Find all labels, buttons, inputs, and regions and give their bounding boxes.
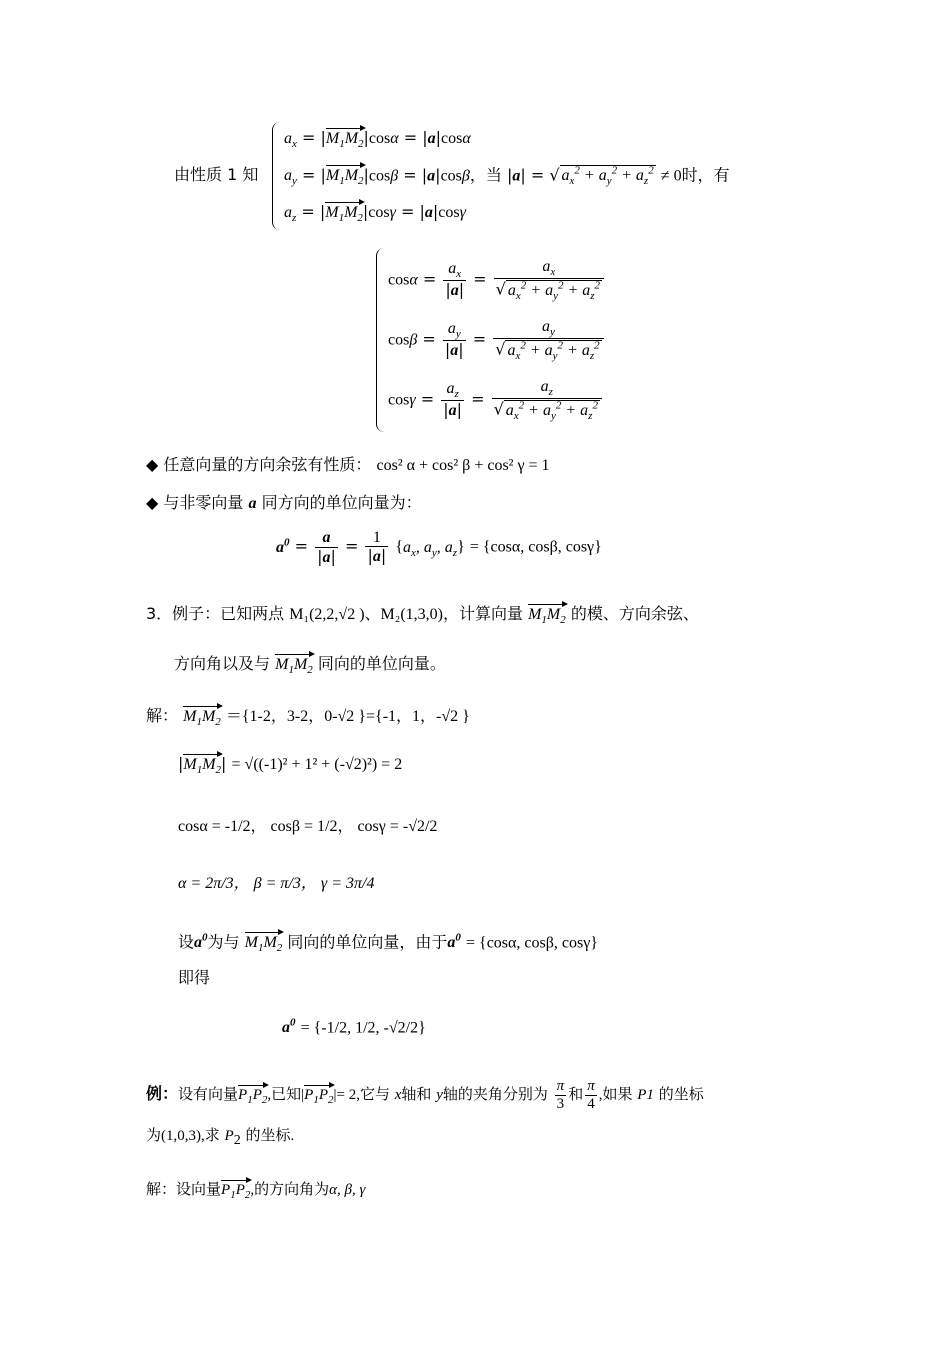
block1-row-x: $a_x = |M_1M_2|\cos\alpha = |a|\cos\alpha$ [284,128,471,151]
block2-row-gamma: cosγ = $\frac{a_z}{|a|}$ = $\frac{a_z}{√ a_x^2 + a_y^2 + a_z^2}$ [388,378,604,422]
solution2-angles: α, β, γ [329,1182,366,1198]
example-x: x [394,1087,402,1103]
example-text6: ,如果 [598,1087,633,1103]
example-text4: 轴和 [401,1087,432,1103]
example-3-rest: 的模、方向余弦、 [570,604,699,623]
bullet-2-text-b: 同方向的单位向量为： [261,493,422,512]
block1-mid-text: ，当 [469,165,502,185]
diamond-bullet-icon: ◆ [146,455,159,474]
example-text7: 的坐标 [658,1087,704,1103]
example-3-line2b: 同向的单位向量。 [317,654,446,673]
diamond-bullet-icon: ◆ [146,493,159,512]
example-p2: P [224,1128,234,1144]
example-p1: P1 [637,1087,654,1103]
example-line1: 例：设有向量$P_1P_2$,已知$|P_1P_2|= 2$,它与 x轴和 y轴的夹角分别为 $\frac{\pi}{3}$ 和 $\frac{\pi}{4}$ ,如果 P1 的坐标 [146,1078,704,1112]
solution2-line: 解：设向量$P_1P_2$,的方向角为α, β, γ [146,1182,366,1201]
example-line2 [146,1128,294,1148]
example-line2b: 的坐标. [245,1128,295,1144]
bullet-1 [146,457,550,474]
example-label: 例： [146,1084,179,1103]
example-3-points: M₁(2,2,√2 )、M₂(1,3,0)，计算向量 [289,606,523,623]
solution-cos-values: cosα = -1/2， cosβ = 1/2， cosγ = -√2/2 [178,818,438,835]
left-brace [272,122,283,230]
block2-row-alpha: cosα = $\frac{a_x}{|a|}$ = $\frac{a_x}{√ a_x^2 + a_y^2 + a_z^2}$ [388,258,606,302]
solution-angle-values: α = 2π/3， β = π/3， γ = 3π/4 [178,875,375,892]
example-text3: |= 2,它与 [333,1087,390,1103]
example-y: y [436,1087,443,1103]
solution-norm-value: = √((-1)² + 1² + (-√2)²) = 2 [231,756,403,773]
example-line2a: 为(1,0,3),求 [146,1128,220,1144]
example-3-line2: 方向角以及与 $M_1M_2$ 同向的单位向量。 [174,654,446,677]
bullet-2-text-a: 与非零向量 [163,493,244,512]
solution-cosines [178,818,437,835]
solution-angles [178,875,374,892]
block2-row-beta: cosβ = $\frac{a_y}{|a|}$ = $\frac{a_y}{√ a_x^2 + a_y^2 + a_z^2}$ [388,318,606,362]
solution-set-line: 设$a^0$为与 $M_1M_2$ 同向的单位向量，由于$a^0 = \{\cos\alpha$, cosβ, cosγ} [178,932,598,955]
example-3-label: 3．例子：已知两点 [146,604,285,623]
bullet-1-formula: cos² α + cos² β + cos² γ = 1 [376,457,550,474]
block1-tail: 时，有 [681,165,730,185]
example-3-line2a: 方向角以及与 [174,654,271,673]
example-and: 和 [568,1087,584,1103]
block1-prefix: 由性质 1 知 [174,165,259,184]
example-text5: 轴的夹角分别为 [442,1087,548,1103]
solution-result-value: = {-1/2, 1/2, -√2/2} [300,1019,426,1037]
solution2-text: 解：设向量 [146,1182,222,1198]
example-text2: ,已知| [267,1087,305,1103]
solution-jide: 即得 [178,968,211,987]
solution-set-b: 为与 [207,932,240,952]
solution-vector-value: ＝{1-2，3-2，0-√2 }={-1，1，-√2 } [225,708,470,725]
solution-result: $a^0 = \{-1/2$, 1/2, -√2/2} [282,1017,426,1037]
solution-set-c: 同向的单位向量，由于 [287,932,448,952]
block1-row-z: $a_z = |M_1M_2|\cos\gamma = |a|\cos\gamma$ [284,202,466,225]
solution-set-d: = {cosα, cosβ, cosγ} [465,934,598,952]
example-3-line1: 3．例子：已知两点 M₁(2,2,√2 )、M₂(1,3,0)，计算向量 $M_1M_2$ 的模、方向余弦、 [146,604,699,627]
bullet-1-text: 任意向量的方向余弦有性质： [163,455,372,474]
solution2-tail: ,的方向角为 [250,1182,330,1198]
unit-formula-tail: = {cosα, cosβ, cosγ} [469,538,602,556]
block1-row-y: $a_y = |M_1M_2|\cos\beta = |a|\cos\beta$，当 |a| = √ $a_x^2 + a_y^2 + a_z^2 \ne 0$时，有 [284,165,730,188]
solution-set-a: 设 [178,932,195,952]
solution-label: 解： [146,706,179,725]
bullet-2: ◆ 与非零向量 a 同方向的单位向量为： [146,493,422,512]
left-brace-2 [376,248,387,432]
example-p2-sub: 2 [233,1133,241,1148]
block1-cond: ≠ 0 [660,167,682,185]
solution-vector-def: 解： $M_1M_2 =\{1-2$，3-2，0-√2 }={-1，1，-√2 } [146,706,470,729]
example-text1: 设有向量 [178,1087,239,1103]
solution-norm: $|M_1M_2| = √((-1)^2 + 1^2 + (-√2)^2) = 2$ [178,754,403,777]
unit-vector-formula: $a^0$ = $\frac{a}{|a|}$ = $\frac{1}{|a|}$ {$a_x$, $a_y$, $a_z\} = \{\cos\alpha$, cosβ, cosγ} [276,528,602,566]
